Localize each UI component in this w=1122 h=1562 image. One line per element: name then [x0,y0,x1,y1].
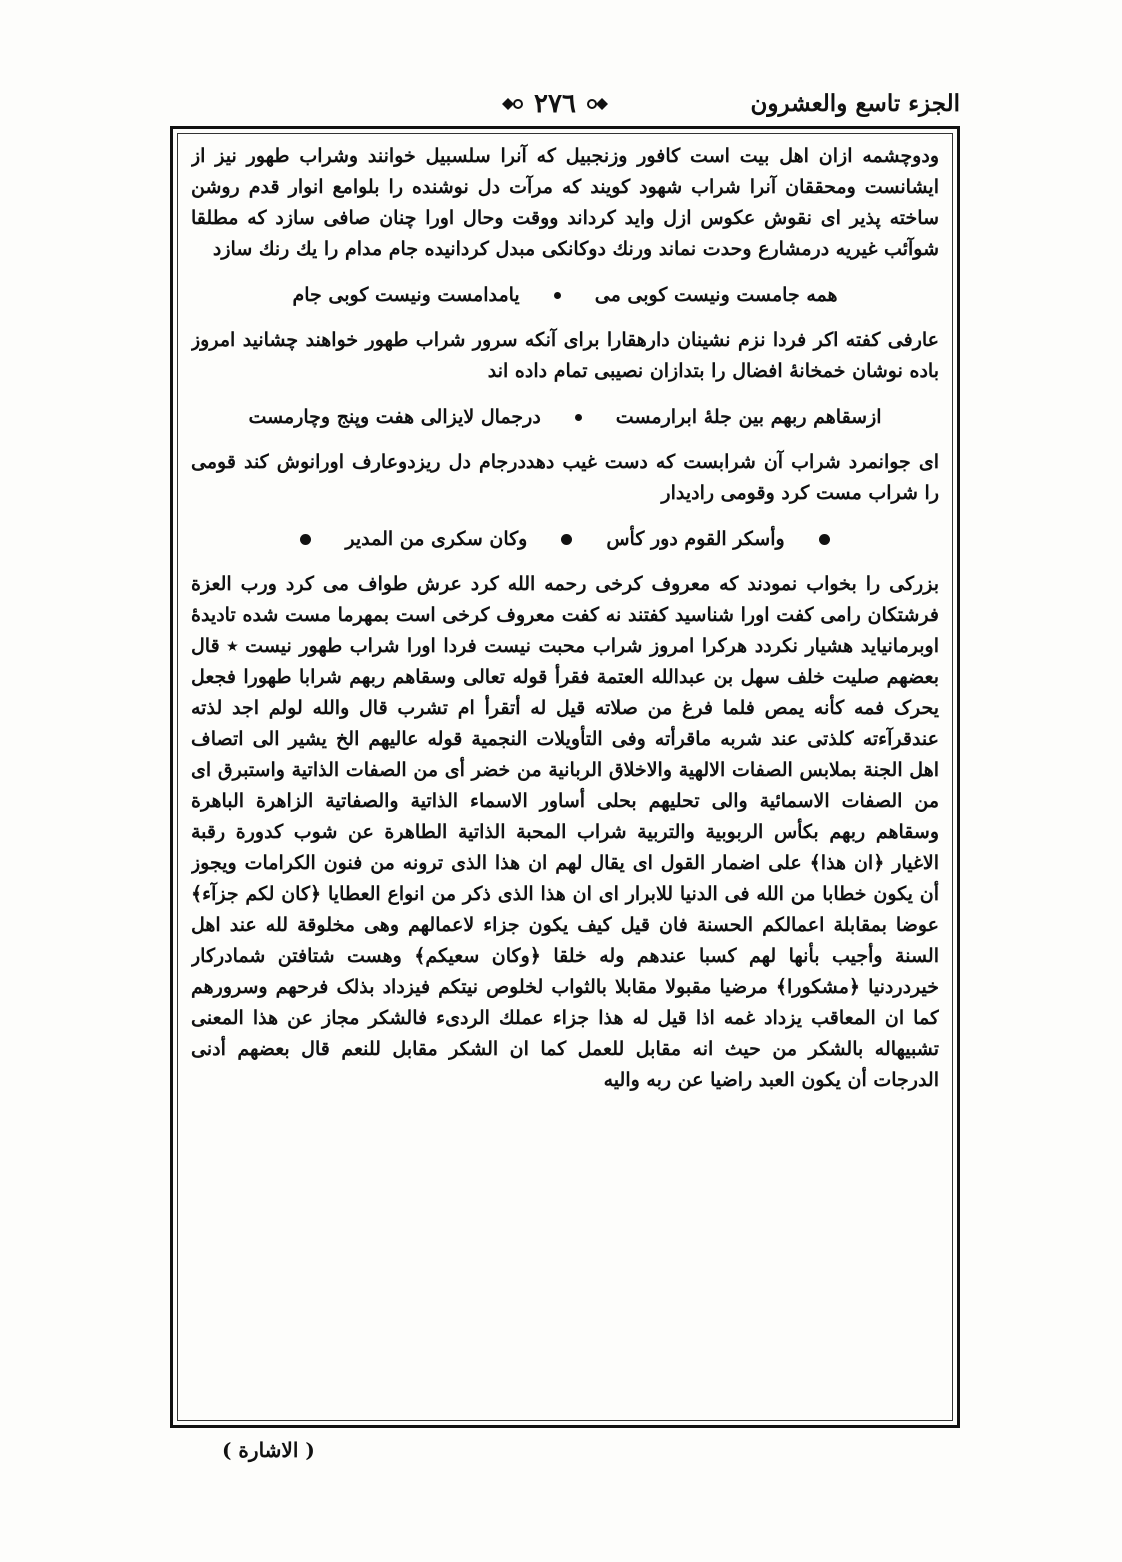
paragraph-1: ودوچشمه ازان اهل بیت است کافور وزنجبیل که آنرا سلسبیل خوانند وشراب طهور نیز از ایشانست ومحققان آنرا شراب شهود کویند که مرآت دل نوشنده را بلوامع انوار قدم روشن ساخته پذیر ای نقوش عکوس ازل واید کرداند ووقت وحال اورا چنان صافی سازد که مطلقا شوآئب غیریه درمشارع وحدت نماند ورنك دوکانکی مبدل کردانیده جام مدام را یك رنك سازد [191,145,939,260]
left-ornament-icon [500,93,524,115]
verse-marker [300,534,311,545]
verse-separator [575,414,582,421]
verse-2-hemistich-right: ازسقاهم ربهم بین جلهٔ ابرارمست [615,406,882,428]
verse-3-hemistich-left: وکان سکری من المدیر [345,528,528,550]
paragraph-2: عارفی کفته اکر فردا نزم نشینان دارهقارا برای آنکه سرور شراب طهور خواهند چشانید امروز باده نوشان خمخانهٔ افضال را بتدازان نصیبی تمام داده اند [191,329,939,382]
juz-label: الجزء تاسع والعشرون [750,90,960,117]
right-ornament-icon [586,93,610,115]
verse-3 [191,523,939,555]
verse-separator [554,292,561,299]
paragraph-3: ای جوانمرد شراب آن شرابست که دست غیب دهددرجام دل ریزدوعارف اورانوش کند قومی را شراب مست کرد وقومی رادیدار [191,451,939,504]
page-number-block [480,86,630,122]
catchword: ( الاشارة ) [222,1438,315,1462]
verse-2-hemistich-left: درجمال لایزالی هفت وپنج وچارمست [248,406,541,428]
page-number: ٢٧٦ [534,89,576,119]
verse-3-hemistich-right: وأسکر القوم دور کأس [606,528,785,550]
verse-2 [191,401,939,433]
main-text [191,141,939,1415]
text-frame [170,126,960,1428]
verse-1-hemistich-left: یامدامست ونیست کوبی جام [292,284,520,306]
verse-1-hemistich-right: همه جامست ونیست کوبی می [594,284,838,306]
verse-marker [561,534,572,545]
verse-marker [819,534,830,545]
page-header [170,86,960,126]
paragraph-4: بزرکی را بخواب نمودند که معروف کرخی رحمه الله کرد عرش طواف می کرد ورب العزة فرشتکان رامی کفت اورا شناسید کفتند نه کفت معروف کرخی است بمهرما مست شده تادیدهٔ اوبرمانیاید هشیار نکردد هرکرا امروز شراب محبت نیست فردا اورا شراب طهور نیست ٭ قال بعضهم صلیت خلف سهل بن عبدالله العتمة فقرأ قوله تعالی وسقاهم ربهم شرابا طهورا فجعل یحرک فمه کأنه یمص فلما فرغ من صلاته قیل له أتقرأ ام تشرب قال والله لولم اجد لذته عندقرآءته کلذتی عند شربه ماقرأته وفی التأویلات النجمیة قوله عالیهم الخ یشیر الی اتصاف اهل الجنة بملابس الصفات الالهیة والاخلاق الربانیة من خضر أی من الصفات الذاتیة واستبرق ای من الصفات الاسمائیة والی تحلیهم بحلی أساور الاسماء الذاتیة والصفاتیة الزاهرة الباهرة وسقاهم ربهم بکأس الربوبیة والتربیة شراب المحبة الذاتیة الطاهرة عن شوب کدورة رقبة الاغیار ﴿ان هذا﴾ علی اضمار القول ای یقال لهم ان هذا الذی ترونه من فنون الکرامات ویجوز أن یکون خطابا من الله فی الدنیا للابرار ای ان هذا الذی ذکر من انواع العطایا ﴿کان لکم جزآء﴾ عوضا بمقابلة اعمالکم الحسنة فان قیل کیف یکون جزاء لاعمالهم وهی مخلوقة لله عند اهل السنة وأجیب بأنها لهم کسبا عندهم وله خلقا ﴿وکان سعیکم﴾ وهست شتافتن شمادرکار خیردردنیا ﴿مشکورا﴾ مرضیا مقبولا مقابلا بالثواب لخلوص نیتکم فیزداد بذلک فرحهم وسرورهم کما ان المعاقب یزداد غمه اذا قیل له هذا جزاء عملك الردیء فالشکر مجاز عن هذا المعنی تشبیهاله بالشکر من حیث انه مقابل للعمل کما ان الشکر مقابل للنعم قال بعضهم أدنی الدرجات أن یکون العبد راضیا عن ربه والیه [191,573,939,1091]
verse-1 [191,279,939,311]
